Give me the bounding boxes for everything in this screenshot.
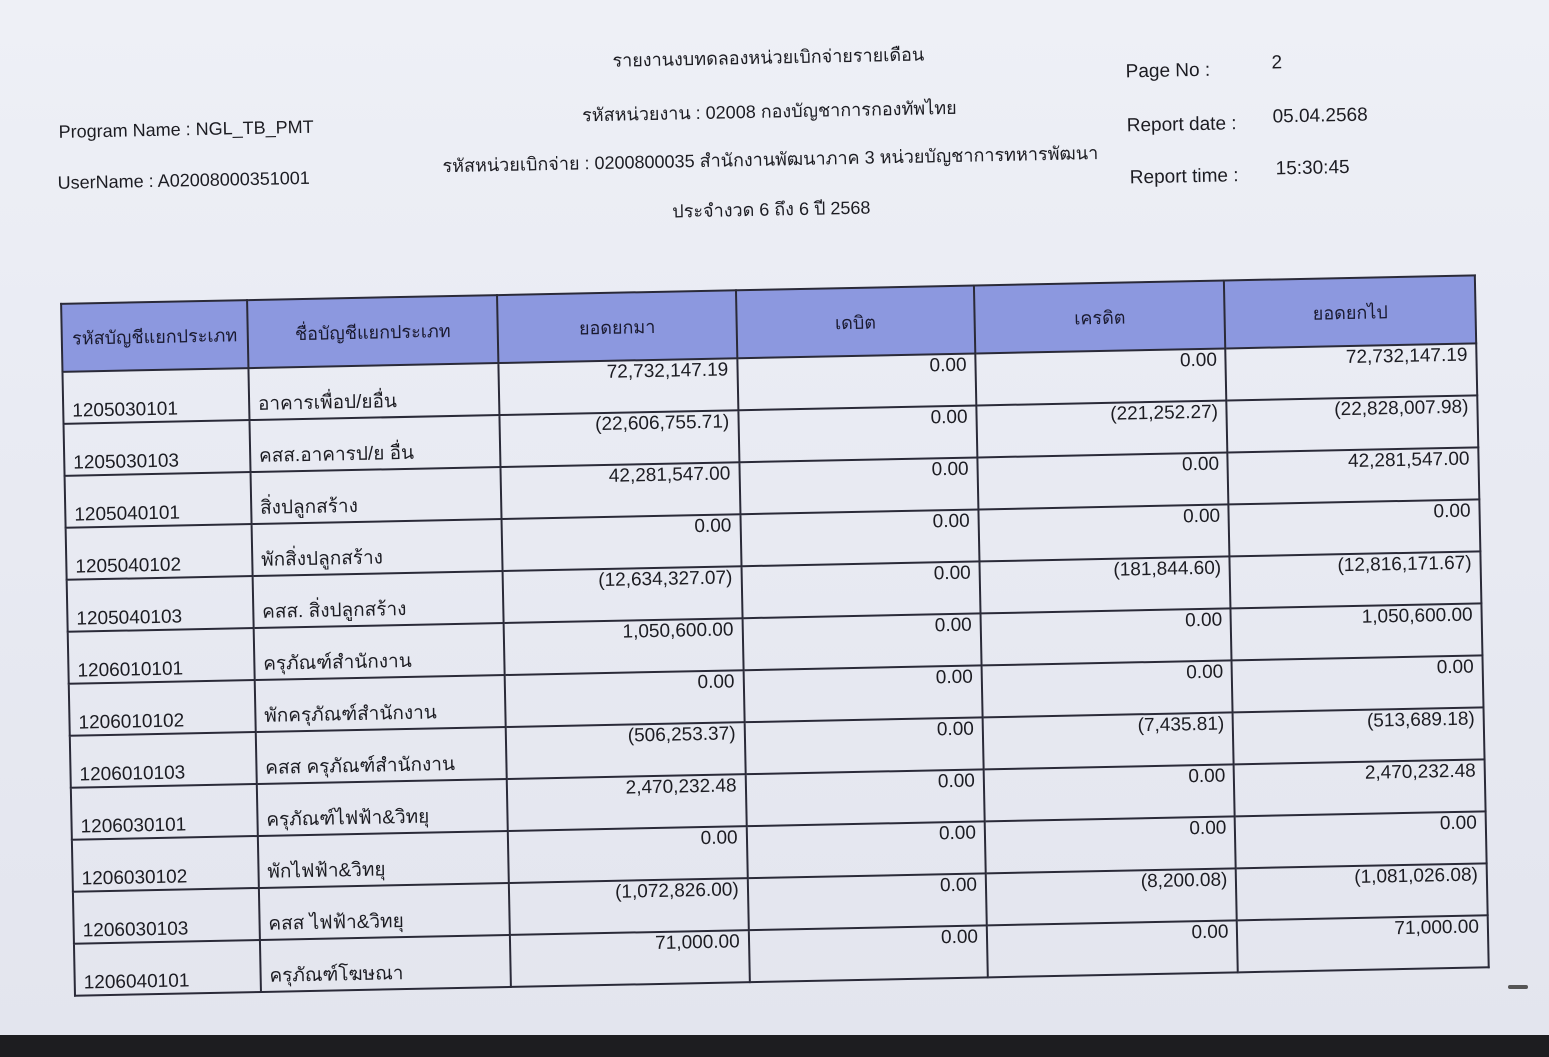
carried-forward: 0.00 (1235, 811, 1487, 868)
disbursing-unit-line: รหัสหน่วยเบิกจ่าย : 0200800035 สำนักงานพัฒนาภาค 3 หน่วยบัญชาการทหารพัฒนา (442, 142, 1099, 177)
debit: 0.00 (737, 353, 976, 410)
brought-forward: 71,000.00 (510, 930, 749, 987)
brought-forward: 2,470,232.48 (507, 774, 746, 831)
account-code: 1205030103 (64, 420, 251, 476)
account-name: อาคารเพื่อป/ยอื่น (248, 363, 499, 420)
account-name: คสส. สิ่งปลูกสร้าง (252, 571, 503, 628)
credit: 0.00 (985, 816, 1236, 873)
brought-forward: 0.00 (502, 514, 741, 571)
col-brought-forward: ยอดยกมา (497, 290, 737, 363)
account-name: พักสิ่งปลูกสร้าง (251, 519, 502, 576)
credit: 0.00 (981, 608, 1232, 665)
credit: (181,844.60) (979, 556, 1230, 613)
carried-forward: 42,281,547.00 (1228, 447, 1480, 504)
time-value: 15:30:45 (1275, 156, 1350, 180)
user-name: UserName : A02008000351001 (57, 167, 311, 193)
account-code: 1205040101 (65, 472, 252, 528)
account-name: คสส ครุภัณฑ์สำนักงาน (256, 727, 507, 784)
debit: 0.00 (740, 509, 979, 566)
account-code: 1206010102 (69, 680, 256, 736)
account-name: คสส.อาคารป/ย อื่น (249, 415, 500, 472)
carried-forward: 2,470,232.48 (1234, 759, 1486, 816)
credit: 0.00 (984, 764, 1235, 821)
credit: (221,252.27) (976, 400, 1227, 457)
account-name: ครุภัณฑ์โฆษณา (260, 935, 511, 992)
account-name: ครุภัณฑ์สำนักงาน (253, 623, 504, 680)
account-name: พักครุภัณฑ์สำนักงาน (255, 675, 506, 732)
account-name: ครุภัณฑ์ไฟฟ้า&วิทยุ (257, 779, 508, 836)
brought-forward: 0.00 (505, 670, 744, 727)
col-account-name: ชื่อบัญชีแยกประเภท (247, 295, 499, 368)
carried-forward: (12,816,171.67) (1230, 551, 1482, 608)
credit: (7,435.81) (983, 712, 1234, 769)
brought-forward: 42,281,547.00 (501, 462, 740, 519)
debit: 0.00 (741, 561, 980, 618)
carried-forward: 0.00 (1232, 655, 1484, 712)
page-label: Page No : (1125, 59, 1211, 83)
brought-forward: (1,072,826.00) (509, 878, 748, 935)
credit: 0.00 (987, 920, 1238, 977)
debit: 0.00 (746, 821, 985, 878)
debit: 0.00 (747, 873, 986, 930)
account-name: พักไฟฟ้า&วิทยุ (258, 831, 509, 888)
col-debit: เดบิต (736, 286, 976, 359)
account-code: 1205030101 (62, 368, 249, 424)
account-code: 1205040103 (67, 576, 254, 632)
carried-forward: 0.00 (1229, 499, 1481, 556)
debit: 0.00 (739, 457, 978, 514)
paper-mark (1508, 985, 1528, 989)
carried-forward: 71,000.00 (1237, 915, 1489, 972)
account-code: 1206030101 (71, 784, 258, 840)
time-label: Report time : (1129, 165, 1239, 189)
credit: (8,200.08) (986, 868, 1237, 925)
credit: 0.00 (978, 504, 1229, 561)
brought-forward: 1,050,600.00 (504, 618, 743, 675)
debit: 0.00 (744, 717, 983, 774)
date-value: 05.04.2568 (1272, 104, 1368, 128)
period-line: ประจำงวด 6 ถึง 6 ปี 2568 (672, 197, 871, 222)
program-name: Program Name : NGL_TB_PMT (58, 116, 314, 142)
carried-forward: 72,732,147.19 (1226, 343, 1478, 400)
account-name: คสส ไฟฟ้า&วิทยุ (259, 883, 510, 940)
account-code: 1206040101 (74, 940, 261, 996)
col-credit: เครดิต (974, 280, 1226, 353)
brought-forward: (12,634,327.07) (503, 566, 742, 623)
account-code: 1206030102 (72, 836, 259, 892)
brought-forward: 72,732,147.19 (499, 358, 738, 415)
report-title: รายงานงบทดลองหน่วยเบิกจ่ายรายเดือน (612, 44, 925, 71)
page-value: 2 (1271, 52, 1283, 74)
account-code: 1206030103 (73, 888, 260, 944)
account-code: 1205040102 (66, 524, 253, 580)
unit-line: รหัสหน่วยงาน : 02008 กองบัญชาการกองทัพไทย (581, 97, 957, 126)
account-name: สิ่งปลูกสร้าง (250, 467, 501, 524)
brought-forward: (506,253.37) (506, 722, 745, 779)
col-account-code: รหัสบัญชีแยกประเภท (61, 300, 248, 372)
carried-forward: 1,050,600.00 (1231, 603, 1483, 660)
brought-forward: 0.00 (508, 826, 747, 883)
debit: 0.00 (743, 665, 982, 722)
brought-forward: (22,606,755.71) (500, 410, 739, 467)
debit: 0.00 (742, 613, 981, 670)
credit: 0.00 (982, 660, 1233, 717)
debit: 0.00 (738, 405, 977, 462)
credit: 0.00 (975, 348, 1226, 405)
carried-forward: (1,081,026.08) (1236, 863, 1488, 920)
trial-balance-table (60, 274, 1490, 996)
col-carried-forward: ยอดยกไป (1224, 275, 1476, 348)
carried-forward: (513,689.18) (1233, 707, 1485, 764)
credit: 0.00 (977, 452, 1228, 509)
debit: 0.00 (748, 925, 987, 982)
account-code: 1206010101 (68, 628, 255, 684)
carried-forward: (22,828,007.98) (1227, 395, 1479, 452)
account-code: 1206010103 (70, 732, 257, 788)
date-label: Report date : (1126, 113, 1237, 137)
debit: 0.00 (745, 769, 984, 826)
